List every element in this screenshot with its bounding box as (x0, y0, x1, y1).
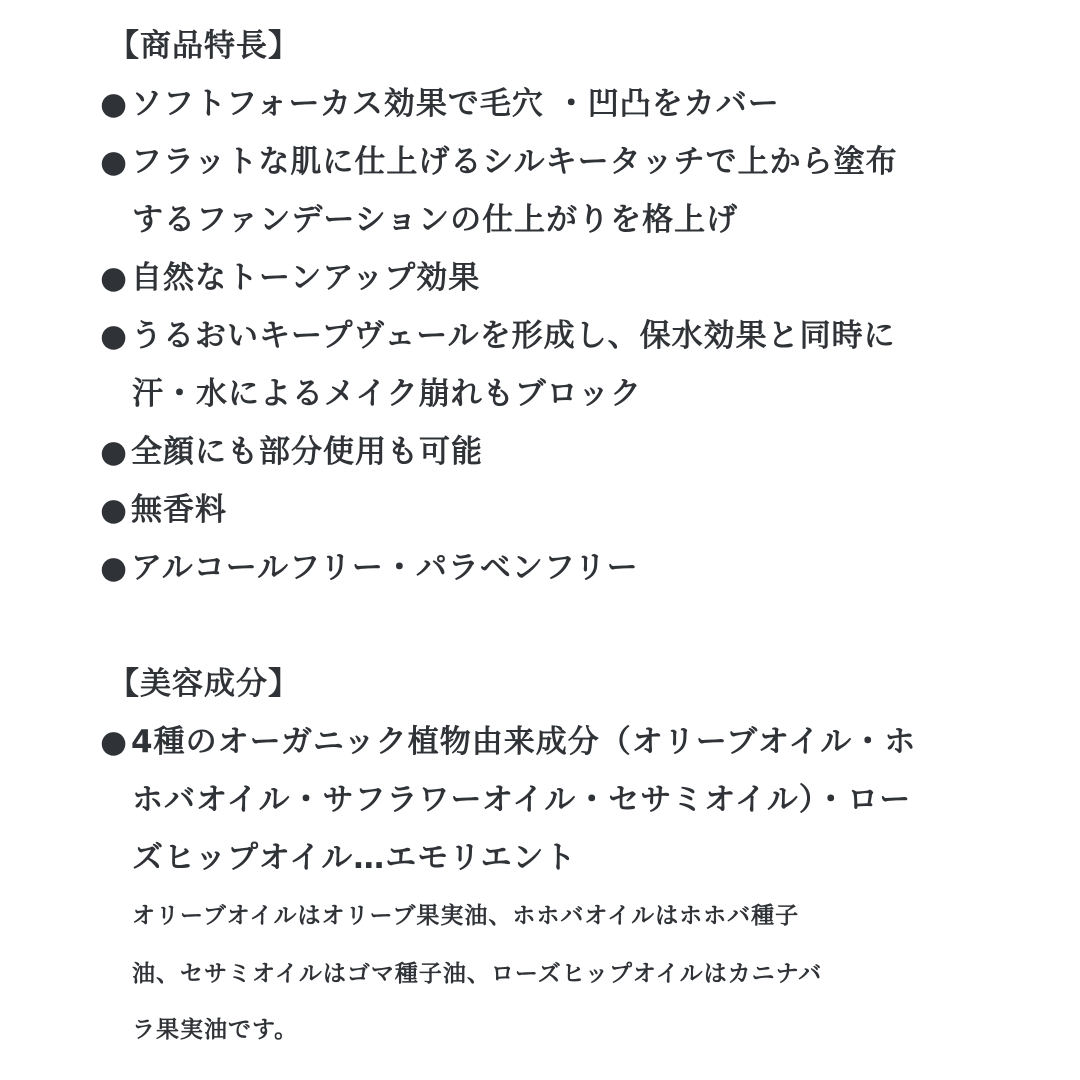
bullet-icon: ● (100, 492, 129, 528)
feature-text: うるおいキープヴェールを形成し、保水効果と同時に (131, 318, 896, 354)
feature-item (100, 490, 227, 530)
feature-text: 全顔にも部分使用も可能 (131, 434, 483, 470)
feature-text: 自然なトーンアップ効果 (131, 260, 481, 296)
feature-item (100, 316, 896, 356)
feature-text: 無香料 (131, 492, 227, 528)
ingredient-note: 油、セサミオイルはゴマ種子油、ローズヒップオイルはカニナバ (132, 961, 823, 987)
bullet-icon: ● (100, 434, 129, 470)
bullet-icon: ● (100, 318, 129, 354)
bullet-icon: ● (100, 724, 129, 760)
ingredient-text: 4種のオーガニック植物由来成分（オリーブオイル・ホ (131, 724, 917, 760)
feature-item (100, 258, 480, 298)
ingredient-text-continued: ホバオイル・サフラワーオイル・セサミオイル）・ロー (132, 782, 912, 818)
feature-item (100, 142, 898, 182)
feature-item (100, 432, 483, 472)
feature-text: アルコールフリー・パラベンフリー (131, 550, 639, 586)
features-heading: 【商品特長】 (108, 28, 300, 64)
bullet-icon: ● (100, 550, 129, 586)
ingredient-item (100, 722, 916, 762)
ingredient-text-continued: ズヒップオイル…エモリエント (132, 840, 577, 876)
ingredient-note: オリーブオイルはオリーブ果実油、ホホバオイルはホホバ種子 (132, 903, 800, 929)
feature-item (100, 548, 639, 588)
feature-text: ソフトフォーカス効果で毛穴 ・凹凸をカバー (131, 86, 780, 122)
feature-text-continued: するファンデーションの仕上がりを格上げ (132, 202, 739, 238)
feature-item (100, 84, 780, 124)
bullet-icon: ● (100, 144, 129, 180)
bullet-icon: ● (100, 260, 129, 296)
ingredient-note: ラ果実油です。 (132, 1017, 299, 1043)
feature-text-continued: 汗・水によるメイク崩れもブロック (132, 376, 643, 412)
ingredients-heading: 【美容成分】 (108, 666, 300, 702)
bullet-icon: ● (100, 86, 129, 122)
feature-text: フラットな肌に仕上げるシルキータッチで上から塗布 (131, 144, 898, 180)
